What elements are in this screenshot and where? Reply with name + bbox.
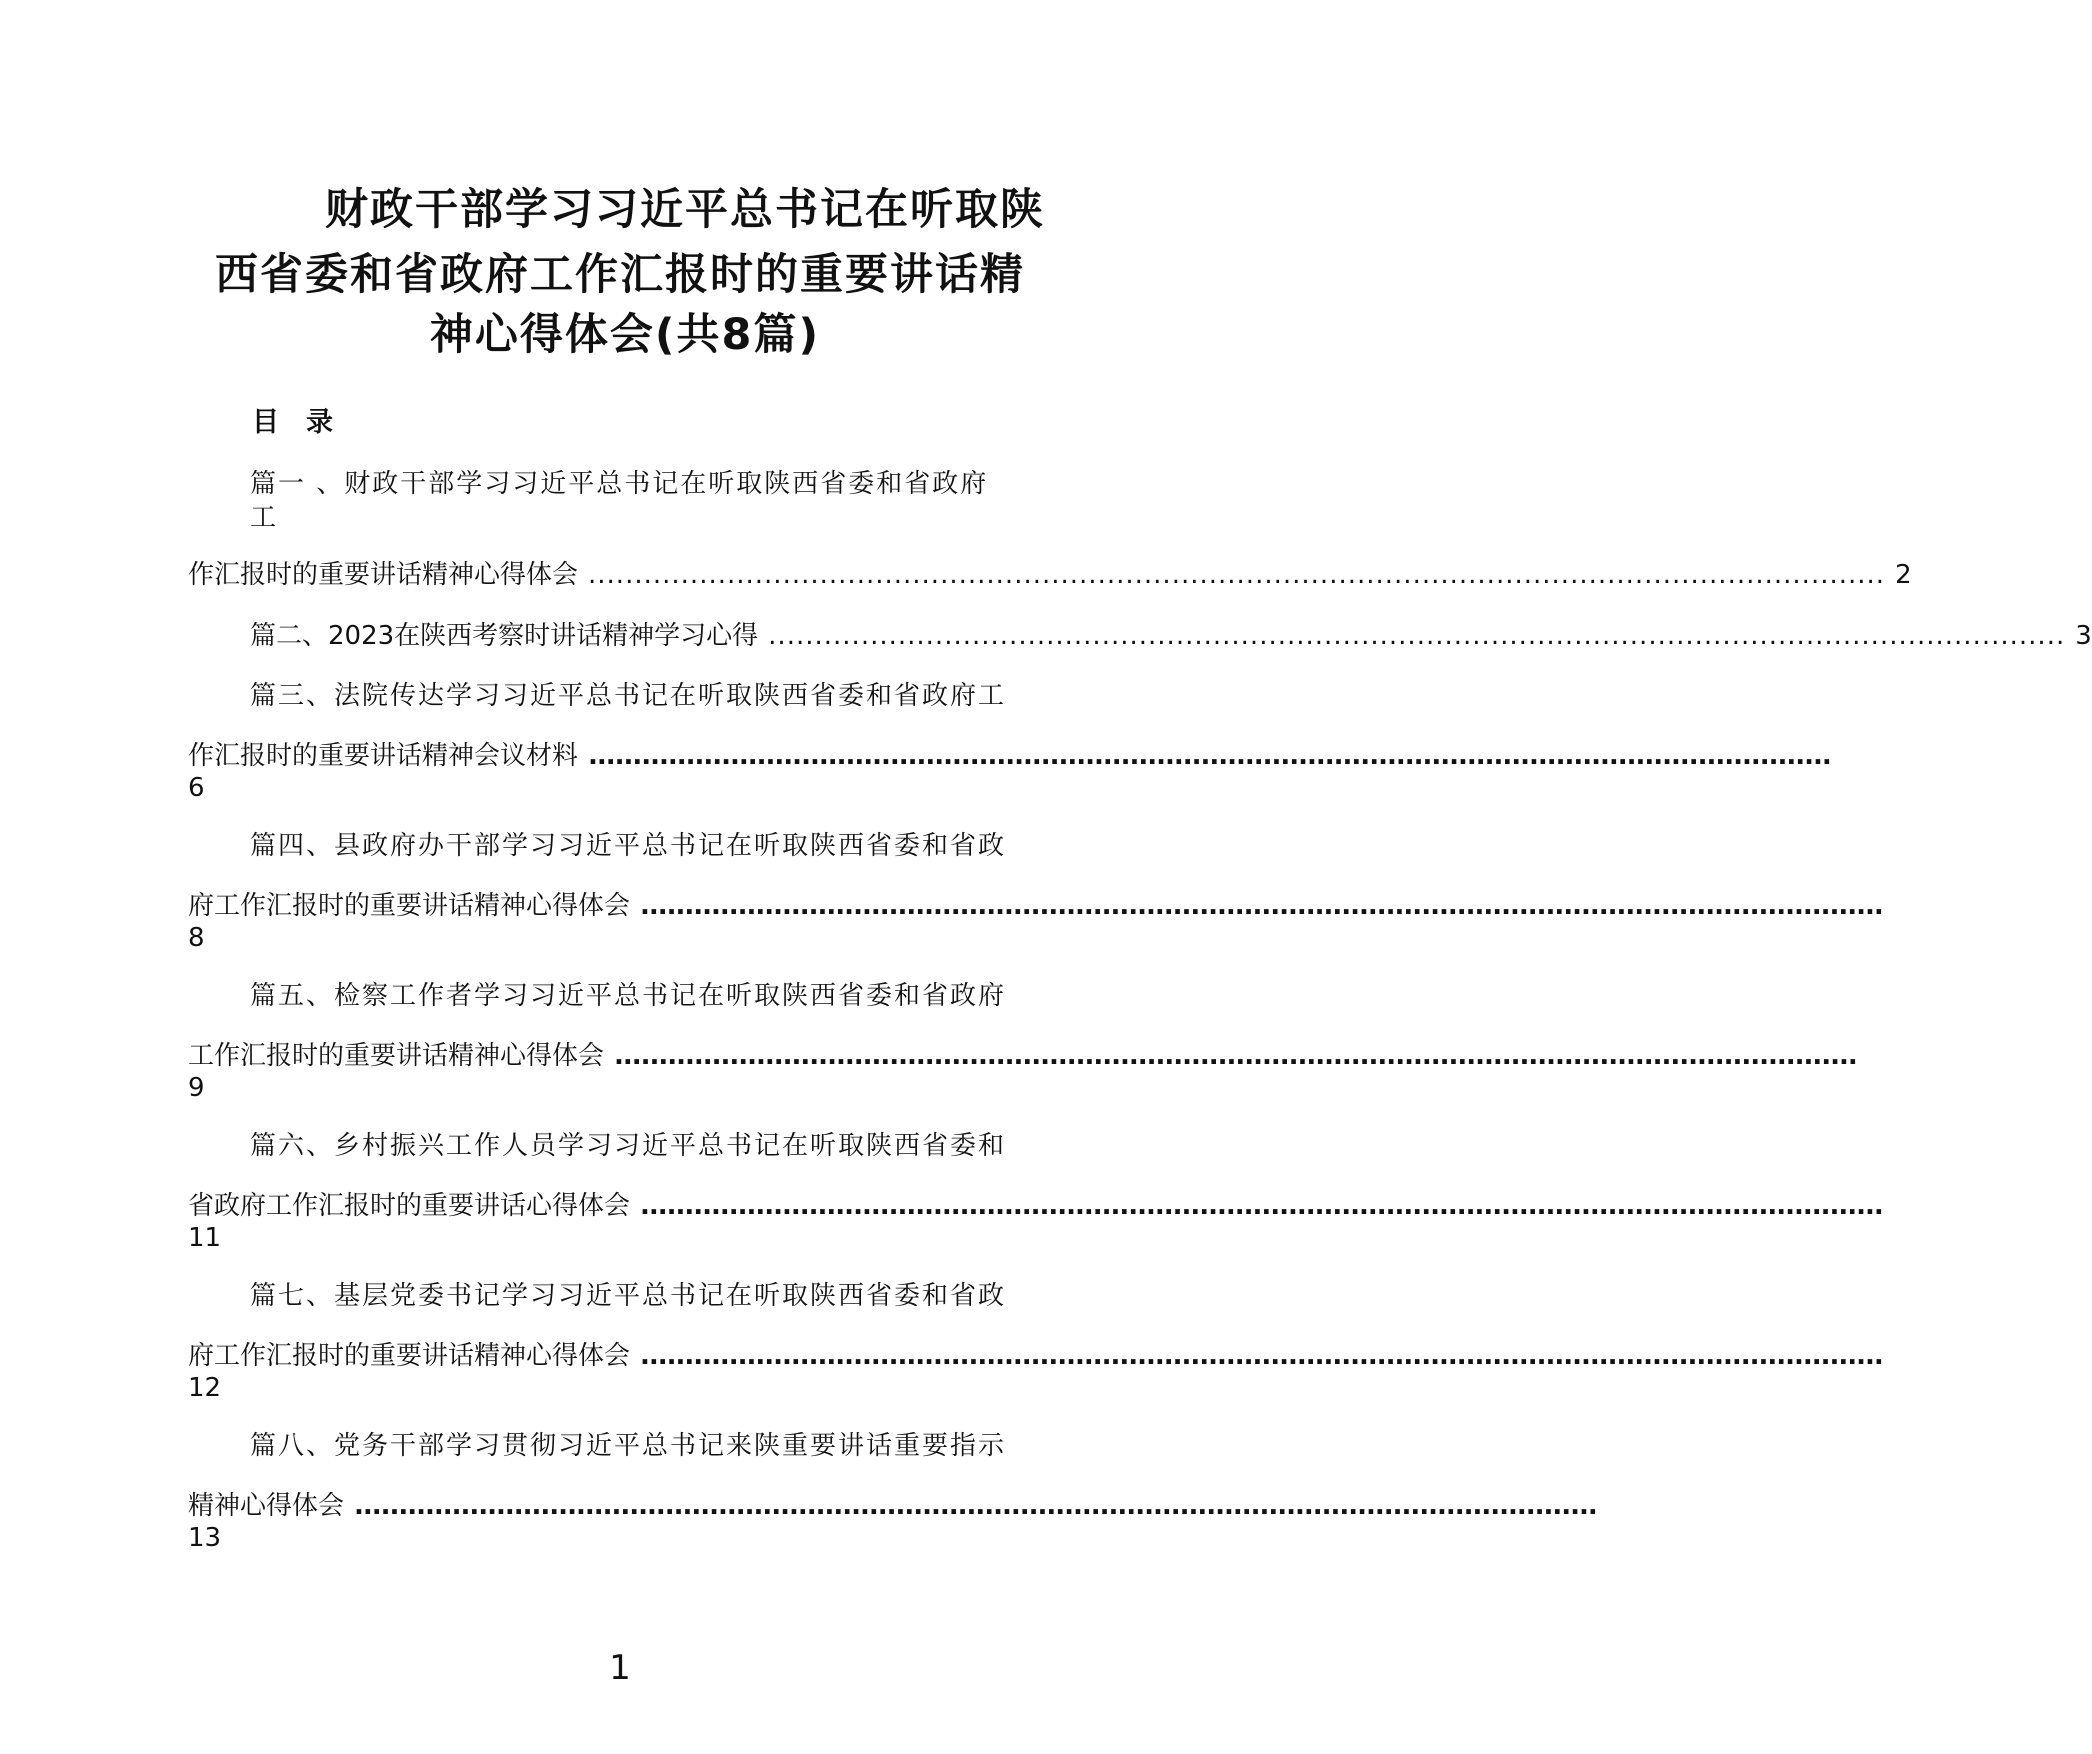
toc-entry-6-page: 11 [188,1223,222,1253]
toc-entry-1-line-1[interactable]: 篇一 、财政干部学习习近平总书记在听取陕西省委和省政府 [250,469,989,499]
document-title-line-2: 西省委和省政府工作汇报时的重要讲话精 [215,250,1025,300]
toc-entry-5-line-1[interactable]: 篇五、检察工作者学习习近平总书记在听取陕西省委和省政府 [250,981,1007,1011]
dot-leader: ............................................................................................................................................ [768,621,2066,651]
dot-leader: ............................................................................................................................................ [640,1341,1883,1371]
toc-entry-8-line-1[interactable]: 篇八、党务干部学习贯彻习近平总书记来陕重要讲话重要指示 [250,1431,1007,1461]
toc-entry-4-line-2[interactable] [188,888,1883,924]
toc-entry-4-line-1[interactable]: 篇四、县政府办干部学习习近平总书记在听取陕西省委和省政 [250,831,1007,861]
toc-entry-3-page: 6 [188,773,205,803]
dot-leader: ............................................................................................................................................ [640,1191,1883,1221]
toc-entry-4-text: 府工作汇报时的重要讲话精神心得体会 [188,891,631,921]
toc-entry-3-line-2[interactable] [188,738,1831,774]
document-title-line-1: 财政干部学习习近平总书记在听取陕 [325,185,1045,235]
toc-entry-1-line-2[interactable]: 工 [250,503,279,533]
toc-entry-2-text: 篇二、2023在陕西考察时讲话精神学习心得 [250,621,759,651]
toc-entry-4-page: 8 [188,923,205,953]
toc-entry-3-line-1[interactable]: 篇三、法院传达学习习近平总书记在听取陕西省委和省政府工 [250,681,1007,711]
toc-entry-7-text: 府工作汇报时的重要讲话精神心得体会 [188,1341,631,1371]
toc-entry-5-line-2[interactable] [188,1038,1857,1074]
dot-leader: ............................................................................................................................................ [640,891,1883,921]
toc-entry-1-page: 2 [1895,560,1912,590]
toc-entry-5-page: 9 [188,1073,205,1103]
toc-entry-2[interactable] [250,618,2092,654]
toc-entry-7-line-1[interactable]: 篇七、基层党委书记学习习近平总书记在听取陕西省委和省政 [250,1281,1007,1311]
dot-leader: ............................................................................................................................................ [614,1041,1857,1071]
dot-leader: ............................................................................................................................................ [354,1491,1597,1521]
toc-entry-6-line-1[interactable]: 篇六、乡村振兴工作人员学习习近平总书记在听取陕西省委和 [250,1131,1007,1161]
toc-entry-8-line-2[interactable] [188,1488,1597,1524]
toc-entry-7-page: 12 [188,1373,222,1403]
toc-entry-3-text: 作汇报时的重要讲话精神会议材料 [188,741,579,771]
toc-entry-5-text: 工作汇报时的重要讲话精神心得体会 [188,1041,605,1071]
document-title-line-3: 神心得体会(共8篇) [429,310,821,360]
toc-entry-8-text: 精神心得体会 [188,1491,345,1521]
toc-heading: 目 录 [252,407,333,438]
toc-entry-1-line-3[interactable] [188,557,1912,593]
toc-entry-7-line-2[interactable] [188,1338,1883,1374]
toc-entry-8-page: 13 [188,1523,222,1553]
page-number: 1 [609,1648,631,1688]
dot-leader: ............................................................................................................................................ [588,741,1831,771]
toc-entry-1-text: 作汇报时的重要讲话精神心得体会 [188,560,579,590]
toc-entry-6-text: 省政府工作汇报时的重要讲话心得体会 [188,1191,631,1221]
toc-entry-2-page: 3 [2075,621,2092,651]
toc-entry-6-line-2[interactable] [188,1188,1883,1224]
dot-leader: ............................................................................................................................................ [588,560,1886,590]
